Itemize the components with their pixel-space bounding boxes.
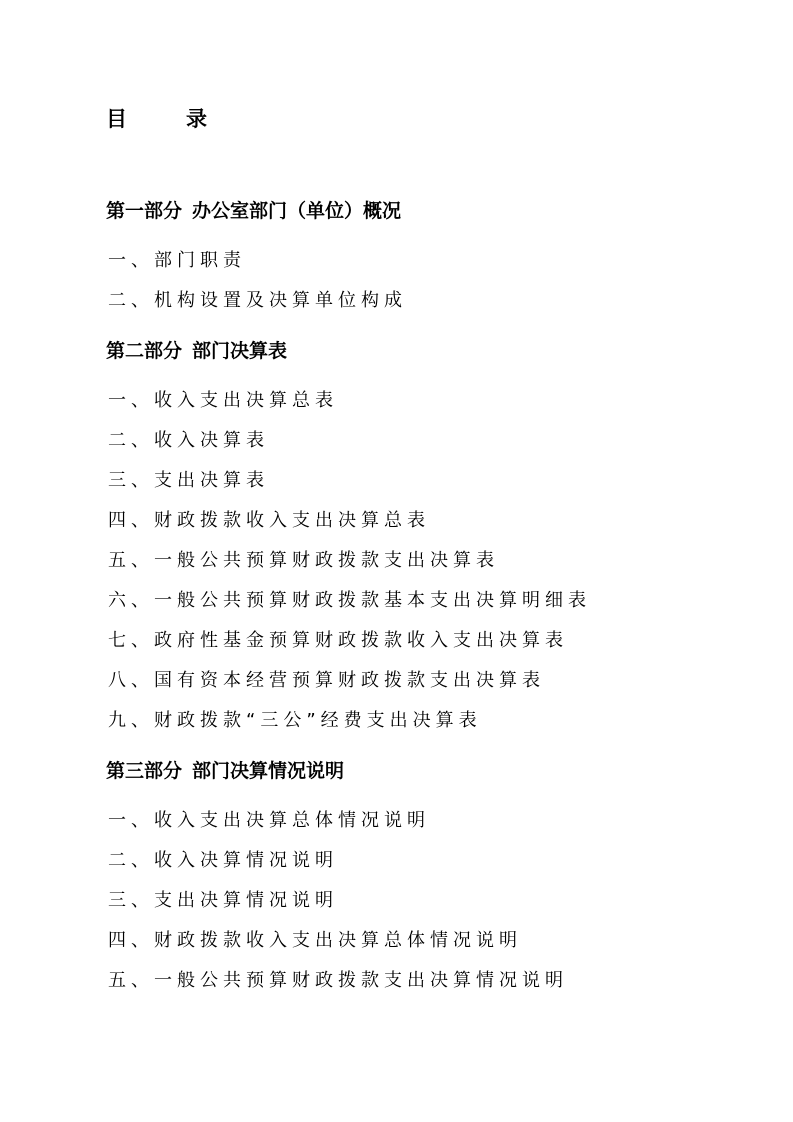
toc-item: 四、财政拨款收入支出决算总表	[108, 510, 430, 531]
part-1-number: 第一部分	[106, 200, 183, 222]
toc-item: 三、支出决算表	[108, 470, 269, 491]
part-1-heading	[106, 199, 401, 223]
toc-item: 一、收入支出决算总表	[108, 390, 338, 411]
toc-item: 四、财政拨款收入支出决算总体情况说明	[108, 930, 522, 951]
toc-item: 七、政府性基金预算财政拨款收入支出决算表	[108, 630, 568, 651]
toc-item: 八、国有资本经营预算财政拨款支出决算表	[108, 670, 545, 691]
part-3-heading	[106, 759, 344, 783]
part-2-title: 部门决算表	[192, 340, 288, 362]
part-3-title: 部门决算情况说明	[192, 760, 345, 782]
toc-item: 六、一般公共预算财政拨款基本支出决算明细表	[108, 590, 591, 611]
toc-item: 三、支出决算情况说明	[108, 890, 338, 911]
toc-item: 五、一般公共预算财政拨款支出决算表	[108, 550, 499, 571]
part-2-heading	[106, 339, 287, 363]
toc-item: 二、收入决算表	[108, 430, 269, 451]
toc-item: 二、收入决算情况说明	[108, 850, 338, 871]
part-1-title: 办公室部门（单位）概况	[192, 200, 402, 222]
toc-item: 一、收入支出决算总体情况说明	[108, 810, 430, 831]
part-3-number: 第三部分	[106, 760, 183, 782]
toc-item: 二、机构设置及决算单位构成	[108, 290, 407, 311]
toc-title: 目 录	[106, 107, 226, 131]
part-2-number: 第二部分	[106, 340, 183, 362]
toc-item: 九、财政拨款“三公”经费支出决算表	[108, 710, 482, 731]
toc-item: 五、一般公共预算财政拨款支出决算情况说明	[108, 970, 568, 991]
toc-item: 一、部门职责	[108, 250, 246, 271]
